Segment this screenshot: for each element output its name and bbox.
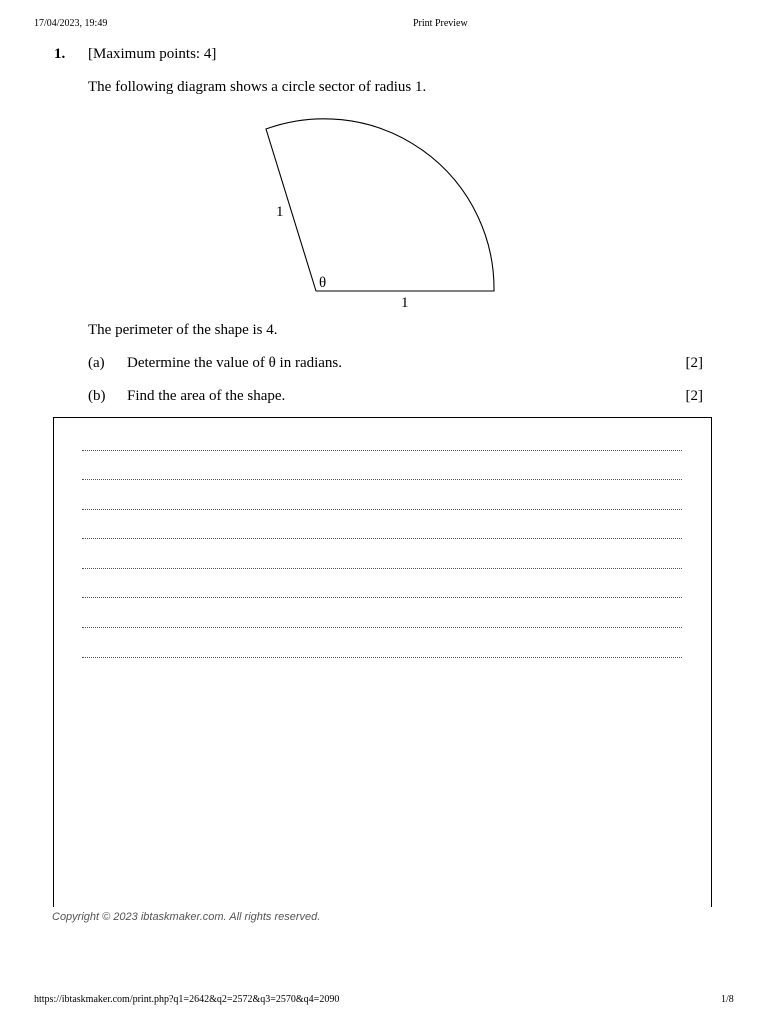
maximum-points: [Maximum points: 4] bbox=[88, 46, 217, 62]
part-a-text: Determine the value of θ in radians. bbox=[127, 355, 343, 371]
answer-line bbox=[82, 597, 682, 598]
sector-diagram bbox=[240, 110, 520, 320]
answer-line bbox=[82, 509, 682, 510]
angle-theta-label: θ bbox=[319, 275, 327, 291]
print-timestamp: 17/04/2023, 19:49 bbox=[34, 18, 108, 29]
question-intro: The following diagram shows a circle sector of radius 1. bbox=[88, 79, 427, 95]
side-length-label: 1 bbox=[276, 204, 284, 220]
answer-box bbox=[53, 417, 712, 907]
part-b-label: (b) bbox=[88, 388, 106, 404]
part-b-marks: [2] bbox=[685, 388, 703, 404]
question-number: 1. bbox=[54, 46, 66, 62]
perimeter-statement: The perimeter of the shape is 4. bbox=[88, 322, 278, 338]
print-preview-title: Print Preview bbox=[413, 18, 468, 29]
answer-line bbox=[82, 450, 682, 451]
part-a-marks: [2] bbox=[685, 355, 703, 371]
base-length-label: 1 bbox=[401, 295, 409, 311]
answer-line bbox=[82, 627, 682, 628]
part-b-text: Find the area of the shape. bbox=[127, 388, 286, 404]
answer-line bbox=[82, 538, 682, 539]
copyright-notice: Copyright © 2023 ibtaskmaker.com. All rights reserved. bbox=[52, 911, 321, 923]
page-url: https://ibtaskmaker.com/print.php?q1=2642&q2=2572&q3=2570&q4=2090 bbox=[34, 994, 340, 1005]
answer-line bbox=[82, 568, 682, 569]
sector-shape bbox=[266, 119, 494, 291]
answer-line bbox=[82, 479, 682, 480]
page-number: 1/8 bbox=[721, 994, 734, 1005]
part-a-label: (a) bbox=[88, 355, 105, 371]
answer-line bbox=[82, 657, 682, 658]
